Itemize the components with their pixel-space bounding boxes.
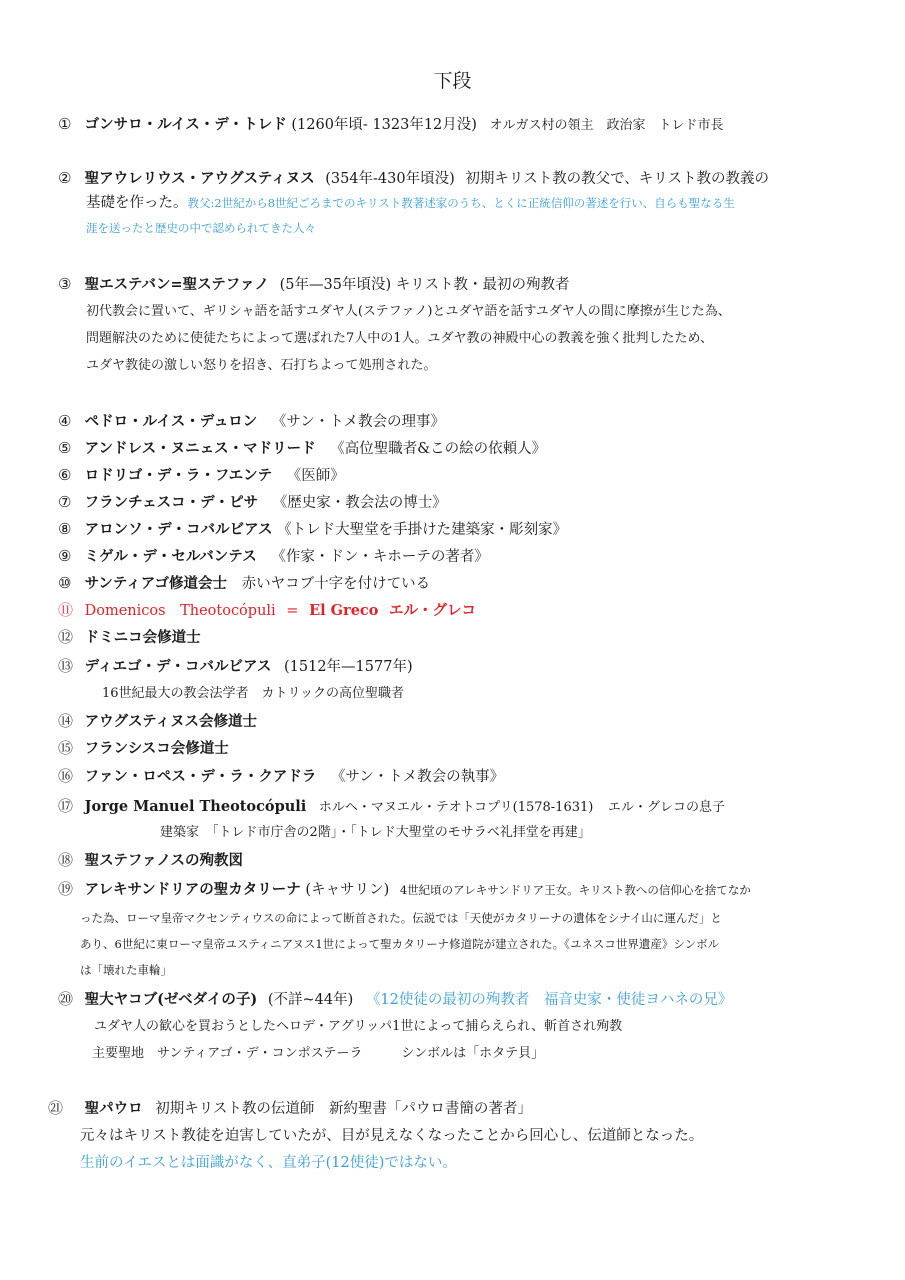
entry-20 — [58, 989, 732, 1010]
entry-11 — [58, 600, 476, 621]
entry-name: ファン・ロペス・デ・ラ・クアドラ — [84, 768, 317, 785]
entry-name: アウグスティヌス会修道士 — [84, 713, 258, 730]
entry-dates: (不詳~44年) — [267, 992, 354, 1008]
entry-number: ⑤ — [58, 439, 72, 457]
entry-16 — [58, 766, 504, 787]
entry-number: ③ — [58, 275, 72, 293]
entry-5 — [58, 438, 546, 459]
entry-desc-cont: 基礎を作った。 — [86, 195, 188, 211]
entry-desc: 《医師》 — [286, 468, 345, 484]
entry-equals: = — [286, 603, 299, 619]
entry-dates: (1260年頃- 1323年12月没) — [291, 117, 477, 133]
entry-12 — [58, 627, 201, 648]
entry-dates: (354年-430年頃没) — [325, 171, 455, 187]
entry-alias: El Greco — [309, 602, 379, 619]
entry-name: ロドリゴ・デ・ラ・フエンテ — [84, 467, 273, 484]
entry-number: ① — [58, 115, 72, 133]
entry-3 — [58, 274, 569, 295]
entry-number: ⑰ — [58, 797, 74, 815]
entry-number: ⑱ — [58, 851, 74, 869]
entry-desc: 《高位聖職者&この絵の依頼人》 — [330, 441, 547, 457]
entry-jp-name: ホルヘ・マヌエル・テオトコプリ(1578-1631) — [318, 800, 594, 815]
entry-19-line-3: あり、6世紀に東ローマ皇帝ユスティニアヌス1世によって聖カタリーナ修道院が建立された。《ユネスコ世界遺産》シンボル — [80, 937, 720, 951]
entry-20-line-2: ユダヤ人の歓心を買おうとしたヘロデ・アグリッパ1世によって捕らえられ、斬首され殉教 — [94, 1019, 623, 1034]
entry-21-line-2: 元々はキリスト教徒を迫害していたが、目が見えなくなったことから回心し、伝道師となった。 — [80, 1128, 704, 1144]
entry-name: 聖エステバン=聖ステファノ — [84, 276, 270, 293]
page-title: 下段 — [433, 70, 472, 92]
entry-number: ⑥ — [58, 466, 72, 484]
entry-dates: (5年—35年頃没) — [279, 277, 392, 293]
entry-desc: 《サン・トメ教会の執事》 — [330, 769, 505, 785]
entry-name: Jorge Manuel Theotocópuli — [84, 798, 307, 815]
entry-name: 聖パウロ — [84, 1100, 143, 1117]
entry-desc: 赤いヤコブ十字を付けている — [241, 576, 431, 592]
entry-17 — [58, 796, 725, 818]
entry-2 — [58, 168, 769, 189]
entry-19-line-4: は「壊れた車輪」 — [80, 963, 172, 977]
entry-number: ⑪ — [58, 601, 74, 619]
entry-10 — [58, 573, 430, 594]
entry-number: ⑭ — [58, 712, 74, 730]
entry-3-line-3: 問題解決のために使徒たちによって選ばれた7人中の1人。ユダヤ教の神殿中心の教義を強く批判したため、 — [86, 331, 714, 346]
entry-21 — [48, 1098, 532, 1119]
entry-name: ゴンサロ・ルイス・デ・トレド — [84, 116, 287, 133]
entry-alias-jp: エル・グレコ — [389, 602, 477, 619]
entry-name: ドミニコ会修道士 — [84, 629, 201, 646]
entry-7 — [58, 492, 447, 513]
entry-1 — [58, 114, 724, 136]
entry-note: 《12使徒の最初の殉教者 福音史家・使徒ヨハネの兄》 — [365, 992, 733, 1008]
entry-number: ⑨ — [58, 547, 72, 565]
entry-number: ⑳ — [58, 990, 74, 1008]
entry-number: ⑯ — [58, 767, 74, 785]
entry-name: ペドロ・ルイス・デュロン — [84, 413, 258, 430]
entry-desc: キリスト教・最初の殉教者 — [395, 277, 570, 293]
entry-9 — [58, 546, 489, 567]
entry-15 — [58, 738, 229, 759]
entry-3-line-4: ユダヤ教徒の激しい怒りを招き、石打ちよって処刑された。 — [86, 358, 437, 373]
entry-2-note-line-2: 涯を送ったと歴史の中で認められてきた人々 — [86, 221, 316, 235]
entry-18 — [58, 850, 243, 871]
entry-name: 聖大ヤコブ(ゼベダイの子) — [84, 991, 258, 1008]
entry-number: ② — [58, 169, 72, 187]
entry-name: フランシスコ会修道士 — [84, 740, 229, 757]
entry-19-line-2: った為、ローマ皇帝マクセンティウスの命によって断首された。伝説では「天使がカタリーナの遺体をシナイ山に運んだ」と — [80, 911, 722, 925]
entry-dates: (1512年—1577年) — [283, 659, 413, 675]
entry-14 — [58, 711, 257, 732]
entry-name: アレキサンドリアの聖カタリーナ — [84, 881, 301, 898]
entry-number: ⑧ — [58, 520, 72, 538]
entry-17-line-2: 建築家 「トレド市庁舎の2階」・「トレド大聖堂のモサラベ礼拝堂を再建」 — [160, 825, 591, 840]
entry-desc: 《作家・ドン・キホーテの著者》 — [271, 549, 489, 565]
entry-name: アンドレス・ヌニェス・マドリード — [84, 440, 316, 457]
entry-20-line-3: 主要聖地 サンティアゴ・デ・コンポステーラ シンボルは「ホタテ貝」 — [92, 1046, 545, 1061]
entry-desc: オルガス村の領主 政治家 トレド市長 — [489, 118, 724, 133]
entry-8 — [58, 519, 567, 540]
entry-note: 教父:2世紀から8世紀ごろまでのキリスト教著述家のうち、とくに正統信仰の著述を行い、自らも聖なる生 — [187, 196, 735, 210]
entry-2-line-2 — [86, 193, 735, 213]
entry-name: サンティアゴ修道会士 — [84, 575, 227, 592]
entry-alt-name: (キャサリン) — [305, 882, 390, 898]
entry-number: ⑩ — [58, 574, 72, 592]
entry-number: ⑬ — [58, 657, 74, 675]
entry-21-line-3: 生前のイエスとは面識がなく、直弟子(12使徒)ではない。 — [80, 1155, 457, 1171]
entry-relation: エル・グレコの息子 — [607, 800, 725, 815]
entry-13-line-2: 16世紀最大の教会法学者 カトリックの高位聖職者 — [102, 686, 405, 701]
entry-desc: 《サン・トメ教会の理事》 — [271, 414, 446, 430]
entry-6 — [58, 465, 345, 486]
entry-name: ディエゴ・デ・コバルビアス — [84, 658, 272, 675]
entry-desc: 《トレド大聖堂を手掛けた建築家・彫刻家》 — [277, 522, 568, 538]
entry-name: 聖アウレリウス・アウグスティヌス — [84, 170, 315, 187]
entry-19 — [58, 879, 751, 900]
entry-name: アロンソ・デ・コバルビアス — [84, 521, 273, 538]
entry-desc: 4世紀頃のアレキサンドリア王女。キリスト教への信仰心を捨てなか — [399, 883, 751, 897]
entry-name: Domenicos Theotocópuli — [84, 603, 276, 619]
entry-desc: 初期キリスト教の教父で、キリスト教の教義の — [465, 171, 770, 187]
entry-3-line-2: 初代教会に置いて、ギリシャ語を話すユダヤ人(ステファノ)とユダヤ語を話すユダヤ人の間に摩擦が生じた為、 — [86, 304, 731, 319]
entry-name: 聖ステファノスの殉教図 — [84, 852, 243, 869]
entry-number: ⑫ — [58, 628, 74, 646]
entry-desc: 初期キリスト教の伝道師 新約聖書「パウロ書簡の著者」 — [155, 1101, 532, 1117]
entry-number: ④ — [58, 412, 72, 430]
entry-number: ⑮ — [58, 739, 74, 757]
entry-13 — [58, 656, 413, 677]
entry-4 — [58, 411, 445, 432]
entry-number: ⑲ — [58, 880, 74, 898]
entry-number: ⑦ — [58, 493, 72, 511]
entry-name: ミゲル・デ・セルバンテス — [84, 548, 257, 565]
entry-number: ㉑ — [48, 1099, 64, 1117]
entry-desc: 《歴史家・教会法の博士》 — [272, 495, 447, 511]
entry-name: フランチェスコ・デ・ピサ — [84, 494, 259, 511]
